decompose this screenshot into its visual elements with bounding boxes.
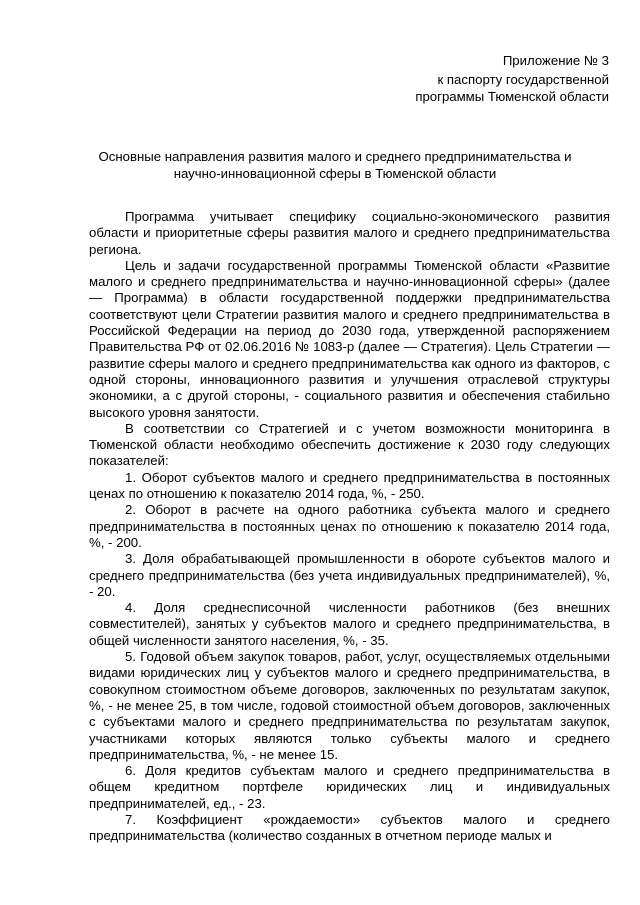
- paragraph-intro: Программа учитывает специфику социально-экономического развития области и приоритетные сферы развития малого и среднего предпринимательства региона.: [89, 209, 610, 257]
- indicator-item-5: 5. Годовой объем закупок товаров, работ, услуг, осуществляемых отдельными видами юридических лиц у субъектов малого и среднего предпринимательства, в совокупном стоимостном объеме договоров, заключенных по результатам закупок, %, - не менее 25, в том числе, годовой стоимостной объем договоров, заключенных с субъектами малого и среднего предпринимательства по результатам закупок, участниками которых являются только субъекты малого и среднего предпринимательства, %, - не менее 15.: [89, 649, 610, 762]
- indicator-item-3: 3. Доля обрабатывающей промышленности в обороте субъектов малого и среднего предпринимательства (без учета индивидуальных предпринимателей), %, - 20.: [89, 551, 610, 599]
- indicator-item-6: 6. Доля кредитов субъектам малого и среднего предпринимательства в общем кредитном портфеле юридических лиц и индивидуальных предпринимателей, ед., - 23.: [89, 763, 610, 811]
- indicator-item-7: 7. Коэффициент «рождаемости» субъектов малого и среднего предпринимательства (количество созданных в отчетном периоде малых и: [89, 811, 610, 844]
- document-title-line-1: Основные направления развития малого и среднего предпринимательства и: [98, 149, 572, 164]
- document-body: [89, 209, 610, 845]
- indicator-item-2: 2. Оборот в расчете на одного работника субъекта малого и среднего предпринимательства в постоянных ценах по отношению к показателю 2014 года, %, - 200.: [89, 502, 610, 550]
- paragraph-goal: Цель и задачи государственной программы Тюменской области «Развитие малого и среднего предпринимательства и научно-инновационной сферы» (далее — Программа) в области государственной поддержки предпринимательства соответствуют цели Стратегии развития малого и среднего предпринимательства в Российской Федерации на период до 2030 года, утвержденной распоряжением Правительства РФ от 02.06.2016 № 1083-р (далее — Стратегия). Цель Стратегии — развитие сферы малого и среднего предпринимательства как одного из факторов, с одной стороны, инновационного развития и улучшения отраслевой структуры экономики, а с другой стороны, - социального развития и обеспечения стабильно высокого уровня занятости.: [89, 257, 610, 420]
- annex-program-line: программы Тюменской области: [415, 89, 609, 104]
- annex-reference-line: к паспорту государственной: [437, 72, 609, 87]
- document-title: [60, 148, 610, 182]
- document-title-line-2: научно-инновационной сферы в Тюменской области: [173, 166, 497, 181]
- paragraph-indicators-intro: В соответствии со Стратегией и с учетом возможности мониторинга в Тюменской области необходимо обеспечить достижение к 2030 году следующих показателей:: [89, 420, 610, 469]
- annex-header: [415, 52, 609, 105]
- annex-number: Приложение № 3: [502, 53, 609, 68]
- indicator-item-1: 1. Оборот субъектов малого и среднего предпринимательства в постоянных ценах по отношению к показателю 2014 года, %, - 250.: [89, 469, 610, 502]
- indicator-item-4: 4. Доля среднесписочной численности работников (без внешних совместителей), занятых у субъектов малого и среднего предпринимательства, в общей численности занятого населения, %, - 35.: [89, 600, 610, 648]
